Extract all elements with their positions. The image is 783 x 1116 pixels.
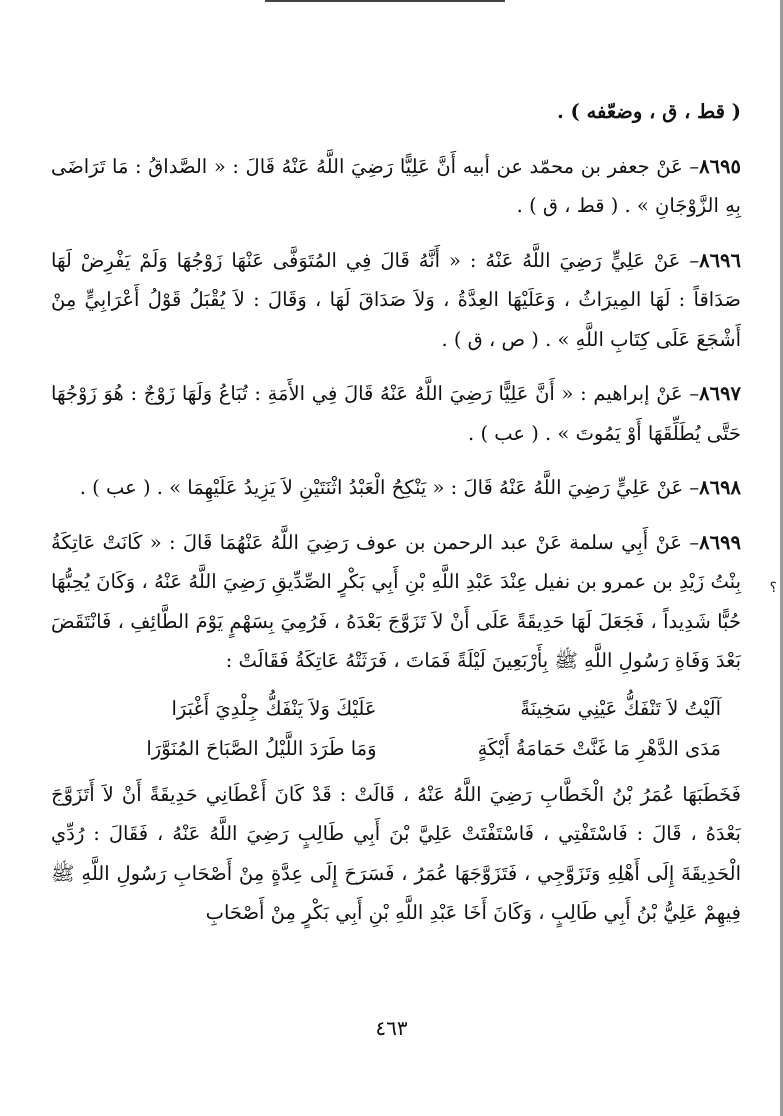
source-line: ( قط ، ق ، وضعّفه ) . [556,100,741,123]
hadith-8696 [51,241,741,360]
hadith-text: – عَنْ عَلِيٍّ رَضِيَ اللَّهُ عَنْهُ : « أَنَّهُ قَالَ فِي المُتَوَفَّى عَنْهَا زَوْجُهَا وَلَمْ يَفْرِضْ لَهَا صَدَاقاً : لَهَا المِيرَاثُ ، وَعَلَيْهَا العِدَّةُ ، وَلاَ صَدَاقَ لَهَا ، وَقَالَ : لاَ يُقْبَلُ قَوْلُ أَعْرَابِيٍّ مِنْ أَشْجَعَ عَلَى كِتَابِ اللَّهِ » . ( ص ، ق ) . [51,248,741,351]
hadith-8695 [51,147,741,226]
hadith-8699 [51,523,741,681]
hadith-number: ٨٦٩٧ [699,382,741,405]
poem-second-hemistich: وَمَا طَرَدَ اللَّيْلُ الصَّبَاحَ المُنَوَّرَا [146,736,377,760]
poem-first-hemistich: آلَيْتُ لاَ تَنْفَكُّ عَيْنِي سَخِينَةً [520,696,721,720]
hadith-continuation: فَخَطَبَهَا عُمَرُ بْنُ الْخَطَّابِ رَضِيَ اللَّهُ عَنْهُ ، قَالَتْ : قَدْ كَانَ أَعْطَانِي حَدِيقَةً أَنْ لاَ أَتَزَوَّجَ بَعْدَهُ ، قَالَ : فَاسْتَفْتِي ، فَاسْتَفْتَتْ عَلِيَّ بْنَ أَبِي طَالِبٍ رَضِيَ اللَّهُ عَنْهُ ، فَقَالَ : رُدِّي الْحَدِيقَةَ إِلَى أَهْلِهِ وَتَزَوَّجِي ، فَتَزَوَّجَهَا عُمَرُ ، فَسَرَحَ إِلَى عِدَّةٍ مِنْ أَصْحَابِ رَسُولِ اللَّهِ ﷺ فِيهِمْ عَلِيُّ بْنُ أَبِي طَالِبٍ ، وَكَانَ أَخَا عَبْدِ اللَّهِ بْنِ أَبِي بَكْرٍ مِنْ أَصْحَابِ [51,782,741,924]
page-body [51,92,741,933]
hadith-8698 [51,468,741,508]
poem-verse [71,689,721,729]
hadith-number: ٨٦٩٥ [699,154,741,178]
margin-note: ؟ [769,580,777,596]
hadith-8697 [51,374,741,453]
hadith-number: ٨٦٩٩ [699,530,741,554]
hadith-number: ٨٦٩٦ [699,248,741,272]
poem-second-hemistich: عَلَيْكَ وَلاَ يَنْفَكُّ جِلْدِيَ أَغْبَرَا [171,696,377,720]
top-rule [265,0,505,2]
poem-verse [71,729,721,769]
hadith-text: – عَنْ جعفر بن محمّد عن أبيه أَنَّ عَلِيًّا رَضِيَ اللَّهُ عَنْهُ قَالَ : « الصَّداقُ : مَا تَرَاضَى بِهِ الزَّوْجَانِ » . ( قط ، ق ) . [51,154,741,217]
poem [71,689,721,769]
hadith-text: – عَنْ عَلِيٍّ رَضِيَ اللَّهُ عَنْهُ قَالَ : « يَنْكِحُ الْعَبْدُ اثْنَتَيْنِ لاَ يَزِيدُ عَلَيْهِمَا » . ( عب ) . [79,476,700,499]
hadith-number: ٨٦٩٨ [699,476,741,499]
poem-first-hemistich: مَدَى الدَّهْرِ مَا غَنَّتْ حَمَامَةُ أَيْكَةٍ [477,736,721,760]
hadith-text: – عَنْ أَبِي سلمة عَنْ عبد الرحمن بن عوف رَضِيَ اللَّهُ عَنْهُمَا قَالَ : « كَانَتْ عَاتِكَةُ بِنْتُ زَيْدِ بن عمرو بن نفيل عِنْدَ عَبْدِ اللَّهِ بْنِ أَبِي بَكْرٍ الصِّدِّيقِ رَضِيَ اللَّهُ عَنْهُ ، وَكَانَ يُحِبُّهَا حُبًّا شَدِيداً ، فَجَعَلَ لَهَا حَدِيقَةً عَلَى أَنْ لاَ تَزَوَّجَ بَعْدَهُ ، فَرُمِيَ بِسَهْمٍ يَوْمَ الطَّائِفِ ، فَانْتَقَضَ بَعْدَ وَفَاةِ رَسُولِ اللَّهِ ﷺ بِأَرْبَعِينَ لَيْلَةً فَمَاتَ ، فَرَثَتْهُ عَاتِكَةُ فَقَالَتْ : [51,530,741,672]
page-number: ٤٦٣ [375,1016,408,1040]
hadith-text: – عَنْ إبراهيم : « أَنَّ عَلِيًّا رَضِيَ اللَّهُ عَنْهُ قَالَ فِي الأَمَةِ : تُبَاعُ وَلَهَا زَوْجٌ : هُوَ زَوْجُهَا حَتَّى يُطَلِّقَهَا أَوْ يَمُوتَ » . ( عب ) . [51,382,741,445]
